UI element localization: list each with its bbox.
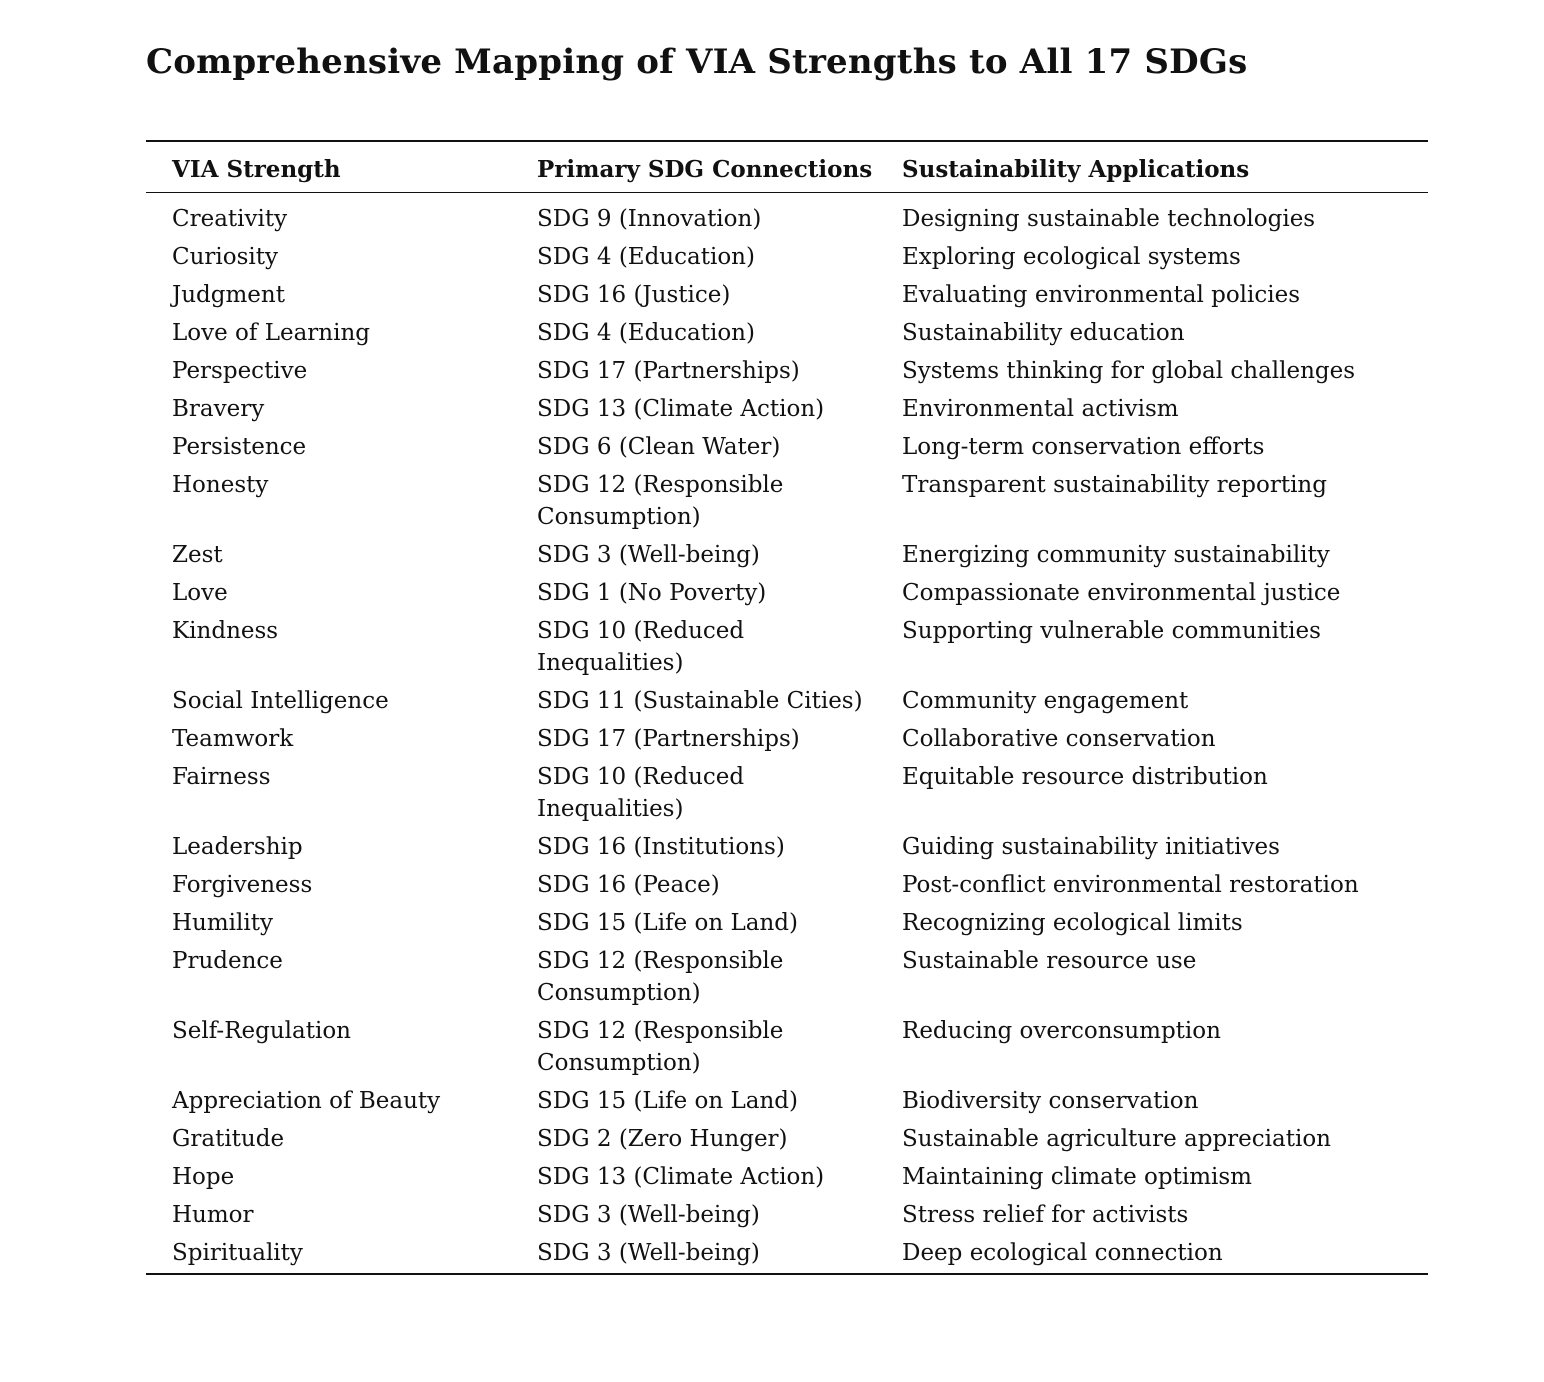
via-strength-cell: Hope [172, 1164, 235, 1190]
sdg-connection-cell: SDG 12 (Responsible Consumption) [537, 1018, 784, 1076]
header-row [146, 141, 1428, 193]
sdg-connection-cell: SDG 1 (No Poverty) [537, 580, 767, 606]
application-cell: Designing sustainable technologies [902, 206, 1316, 232]
sdg-connection-cell: SDG 16 (Justice) [537, 282, 731, 308]
sdg-connection-cell: SDG 3 (Well-being) [537, 542, 760, 568]
table-row [146, 831, 1428, 869]
application-cell: Collaborative conservation [902, 726, 1216, 752]
application-cell: Compassionate environmental justice [902, 580, 1341, 606]
application-cell: Maintaining climate optimism [902, 1164, 1252, 1190]
application-cell: Transparent sustainability reporting [902, 472, 1327, 498]
via-strength-cell: Social Intelligence [172, 688, 389, 714]
application-cell: Energizing community sustainability [902, 542, 1330, 568]
table-row [146, 317, 1428, 355]
via-strength-cell: Gratitude [172, 1126, 285, 1152]
application-cell: Guiding sustainability initiatives [902, 834, 1280, 860]
application-cell: Supporting vulnerable communities [902, 618, 1321, 644]
application-cell: Systems thinking for global challenges [902, 358, 1356, 384]
application-cell: Sustainable resource use [902, 948, 1197, 974]
table-row [146, 1123, 1428, 1161]
application-cell: Community engagement [902, 688, 1189, 714]
sdg-connection-cell: SDG 17 (Partnerships) [537, 358, 800, 384]
table-row [146, 355, 1428, 393]
via-strength-cell: Love [172, 580, 228, 606]
via-strength-cell: Persistence [172, 434, 307, 460]
application-cell: Recognizing ecological limits [902, 910, 1243, 936]
application-cell: Exploring ecological systems [902, 244, 1241, 270]
via-strength-cell: Zest [172, 542, 223, 568]
via-strength-cell: Honesty [172, 472, 269, 498]
sdg-connection-cell: SDG 12 (Responsible Consumption) [537, 948, 784, 1006]
sdg-connection-cell: SDG 3 (Well-being) [537, 1202, 760, 1228]
sdg-connection-cell: SDG 2 (Zero Hunger) [537, 1126, 788, 1152]
application-cell: Environmental activism [902, 396, 1179, 422]
application-cell: Post-conflict environmental restoration [902, 872, 1359, 898]
table-row [146, 1199, 1428, 1237]
table-header [146, 141, 1428, 193]
table-row [146, 431, 1428, 469]
via-strength-cell: Spirituality [172, 1240, 303, 1266]
sdg-connection-cell: SDG 13 (Climate Action) [537, 396, 825, 422]
mapping-table [146, 140, 1428, 1275]
table-row [146, 761, 1428, 831]
sdg-connection-cell: SDG 15 (Life on Land) [537, 1088, 798, 1114]
via-strength-cell: Perspective [172, 358, 308, 384]
via-strength-cell: Prudence [172, 948, 283, 974]
via-strength-cell: Creativity [172, 206, 288, 232]
application-cell: Stress relief for activists [902, 1202, 1189, 1228]
application-cell: Reducing overconsumption [902, 1018, 1221, 1044]
via-strength-cell: Leadership [172, 834, 303, 860]
via-strength-cell: Kindness [172, 618, 279, 644]
via-strength-cell: Appreciation of Beauty [172, 1088, 441, 1114]
table-row [146, 1085, 1428, 1123]
via-strength-cell: Humor [172, 1202, 254, 1228]
table-body [146, 193, 1428, 1275]
table-row [146, 685, 1428, 723]
table-row [146, 615, 1428, 685]
header-via-strength: VIA Strength [172, 156, 341, 183]
header-applications: Sustainability Applications [902, 156, 1250, 183]
application-cell: Deep ecological connection [902, 1240, 1223, 1266]
sdg-connection-cell: SDG 10 (Reduced Inequalities) [537, 618, 745, 676]
sdg-connection-cell: SDG 16 (Peace) [537, 872, 720, 898]
page-title: Comprehensive Mapping of VIA Strengths to All 17 SDGs [146, 42, 1248, 82]
table-row [146, 723, 1428, 761]
sdg-connection-cell: SDG 16 (Institutions) [537, 834, 785, 860]
via-strength-cell: Self-Regulation [172, 1018, 351, 1044]
table-row [146, 1015, 1428, 1085]
sdg-connection-cell: SDG 12 (Responsible Consumption) [537, 472, 784, 530]
sdg-connection-cell: SDG 6 (Clean Water) [537, 434, 781, 460]
sdg-connection-cell: SDG 15 (Life on Land) [537, 910, 798, 936]
table-row [146, 1237, 1428, 1274]
sdg-connection-cell: SDG 17 (Partnerships) [537, 726, 800, 752]
header-primary-sdg: Primary SDG Connections [537, 156, 873, 183]
application-cell: Long-term conservation efforts [902, 434, 1265, 460]
table-row [146, 241, 1428, 279]
via-strength-cell: Love of Learning [172, 320, 371, 346]
table-row [146, 1161, 1428, 1199]
sdg-connection-cell: SDG 4 (Education) [537, 244, 755, 270]
sdg-connection-cell: SDG 9 (Innovation) [537, 206, 762, 232]
table-row [146, 945, 1428, 1015]
application-cell: Sustainable agriculture appreciation [902, 1126, 1331, 1152]
sdg-connection-cell: SDG 4 (Education) [537, 320, 755, 346]
application-cell: Equitable resource distribution [902, 764, 1268, 790]
via-strength-cell: Fairness [172, 764, 271, 790]
sdg-connection-cell: SDG 11 (Sustainable Cities) [537, 688, 863, 714]
sdg-connection-cell: SDG 10 (Reduced Inequalities) [537, 764, 745, 822]
table-row [146, 469, 1428, 539]
via-strength-cell: Teamwork [172, 726, 294, 752]
table-row [146, 577, 1428, 615]
via-strength-cell: Judgment [172, 282, 285, 308]
table-row [146, 193, 1428, 242]
table-row [146, 393, 1428, 431]
mapping-table-container [146, 140, 1428, 1275]
sdg-connection-cell: SDG 13 (Climate Action) [537, 1164, 825, 1190]
table-row [146, 869, 1428, 907]
application-cell: Evaluating environmental policies [902, 282, 1301, 308]
application-cell: Sustainability education [902, 320, 1185, 346]
sdg-connection-cell: SDG 3 (Well-being) [537, 1240, 760, 1266]
application-cell: Biodiversity conservation [902, 1088, 1199, 1114]
via-strength-cell: Bravery [172, 396, 265, 422]
via-strength-cell: Curiosity [172, 244, 279, 270]
table-row [146, 539, 1428, 577]
via-strength-cell: Forgiveness [172, 872, 313, 898]
table-row [146, 279, 1428, 317]
table-row [146, 907, 1428, 945]
via-strength-cell: Humility [172, 910, 273, 936]
